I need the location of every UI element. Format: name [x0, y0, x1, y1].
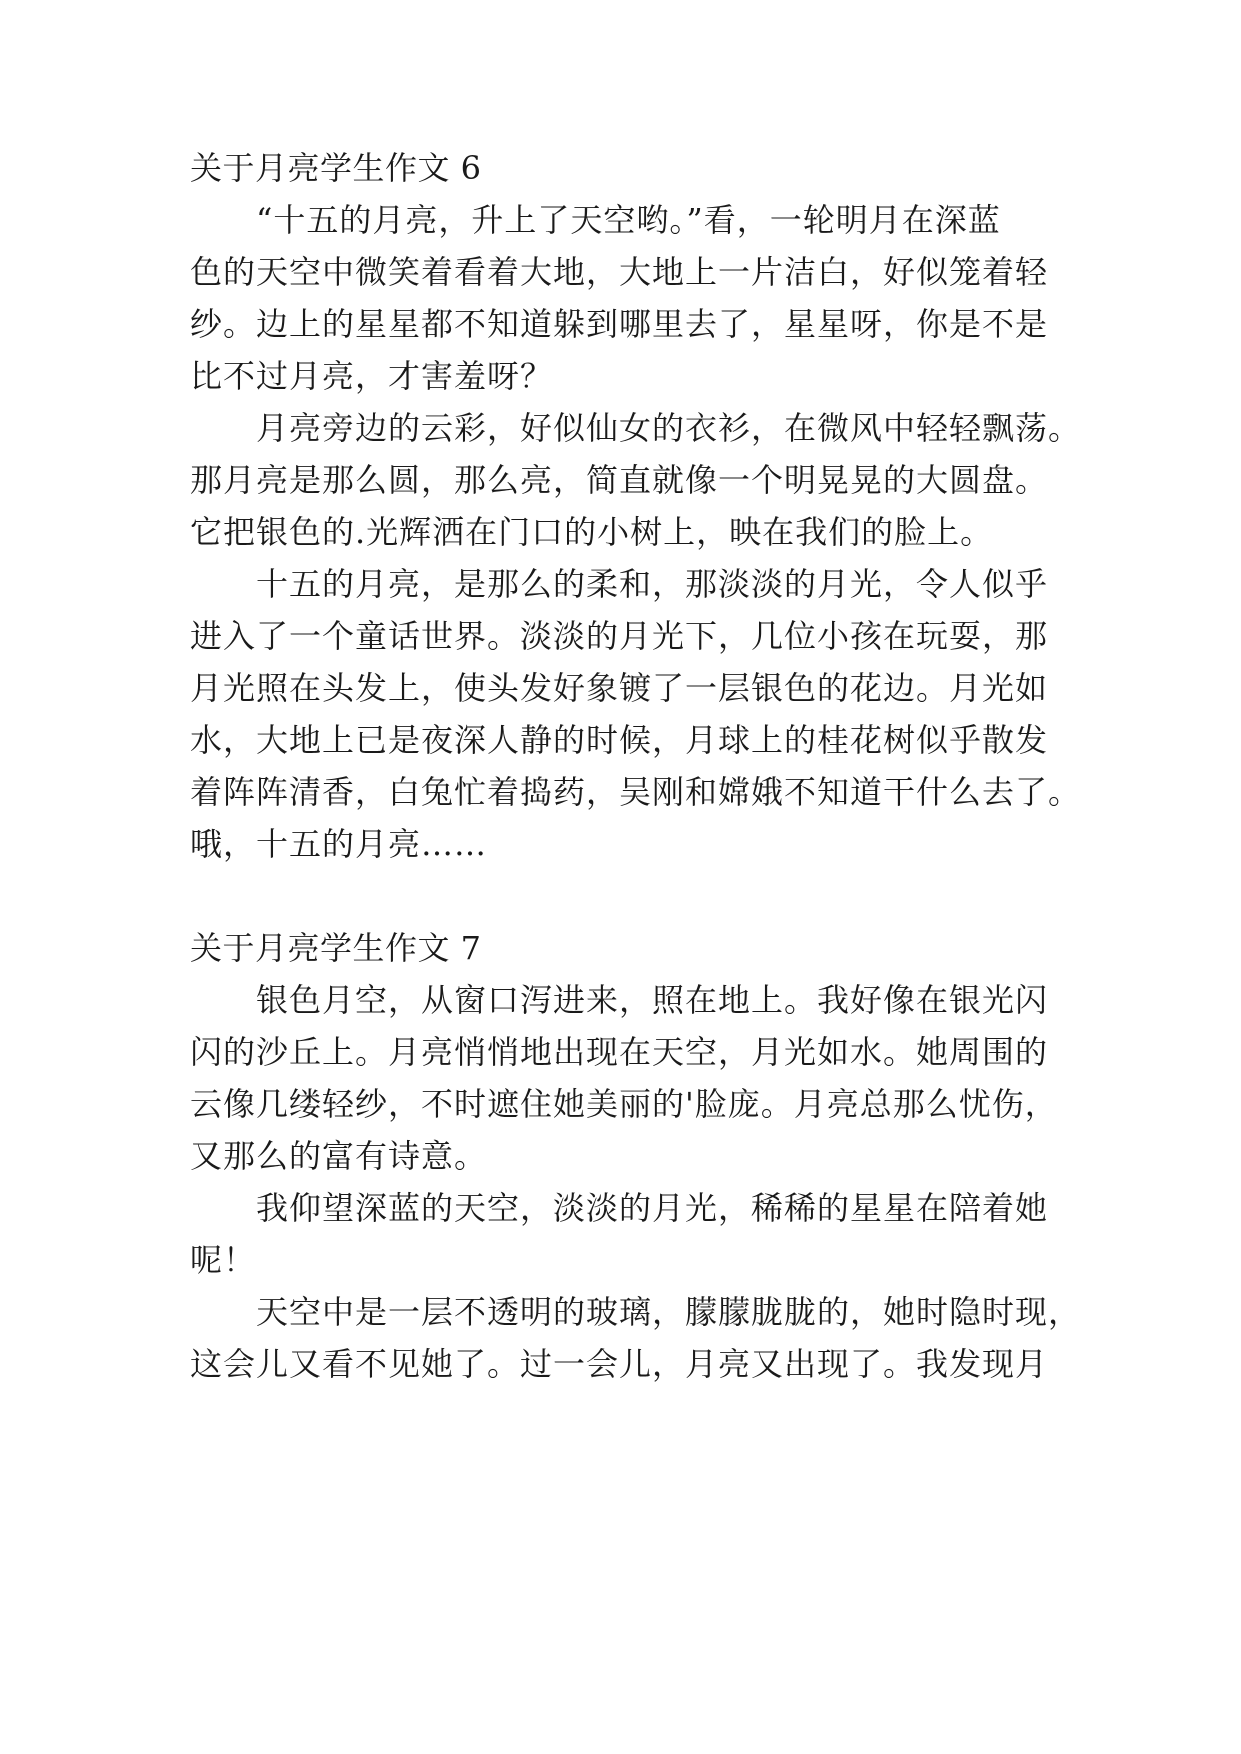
essay-7-p3-line-1: 天空中是一层不透明的玻璃，朦朦胧胧的，她时隐时现，: [256, 1293, 1082, 1331]
essay-7-p1-line-4: 又那么的富有诗意。: [190, 1137, 488, 1175]
essay-7-p3-line-2: 这会儿又看不见她了。过一会儿，月亮又出现了。我发现月: [190, 1345, 1049, 1383]
essay-7-heading: 关于月亮学生作文 7: [190, 929, 482, 967]
essay-6-p3-line-6: 哦，十五的月亮……: [190, 825, 488, 863]
essay-6-p1-line-3: 纱。边上的星星都不知道躲到哪里去了，星星呀，你是不是: [190, 305, 1049, 343]
essay-6-p1-line-4: 比不过月亮，才害羞呀？: [190, 357, 554, 395]
essay-7-p1-line-3: 云像几缕轻纱，不时遮住她美丽的'脸庞。月亮总那么忧伤，: [190, 1085, 1058, 1123]
essay-6-p3-line-3: 月光照在头发上，使头发好象镀了一层银色的花边。月光如: [190, 669, 1049, 707]
essay-6-p3-line-1: 十五的月亮，是那么的柔和，那淡淡的月光，令人似乎: [256, 565, 1049, 603]
essay-6-p3-line-2: 进入了一个童话世界。淡淡的月光下，几位小孩在玩耍，那: [190, 617, 1049, 655]
essay-6-p3-line-4: 水，大地上已是夜深人静的时候，月球上的桂花树似乎散发: [190, 721, 1049, 759]
essay-7-p2-line-1: 我仰望深蓝的天空，淡淡的月光，稀稀的星星在陪着她: [256, 1189, 1049, 1227]
essay-6-p2-line-1: 月亮旁边的云彩，好似仙女的衣衫，在微风中轻轻飘荡。: [256, 409, 1082, 447]
essay-6-p1-line-2: 色的天空中微笑着看着大地，大地上一片洁白，好似笼着轻: [190, 253, 1049, 291]
essay-6-p2-line-2: 那月亮是那么圆，那么亮，简直就像一个明晃晃的大圆盘。: [190, 461, 1049, 499]
essay-6-p2-line-3: 它把银色的.光辉洒在门口的小树上，映在我们的脸上。: [190, 513, 994, 551]
essay-7-p2-line-2: 呢！: [190, 1241, 257, 1279]
essay-6-p1-line-1: “十五的月亮，升上了天空哟。”看，一轮明月在深蓝: [256, 201, 1001, 239]
essay-7-p1-line-2: 闪的沙丘上。月亮悄悄地出现在天空，月光如水。她周围的: [190, 1033, 1049, 1071]
essay-7-p1-line-1: 银色月空，从窗口泻进来，照在地上。我好像在银光闪: [256, 981, 1049, 1019]
essay-6-p3-line-5: 着阵阵清香，白兔忙着捣药，吴刚和嫦娥不知道干什么去了。: [190, 773, 1082, 811]
essay-6-heading: 关于月亮学生作文 6: [190, 149, 482, 187]
